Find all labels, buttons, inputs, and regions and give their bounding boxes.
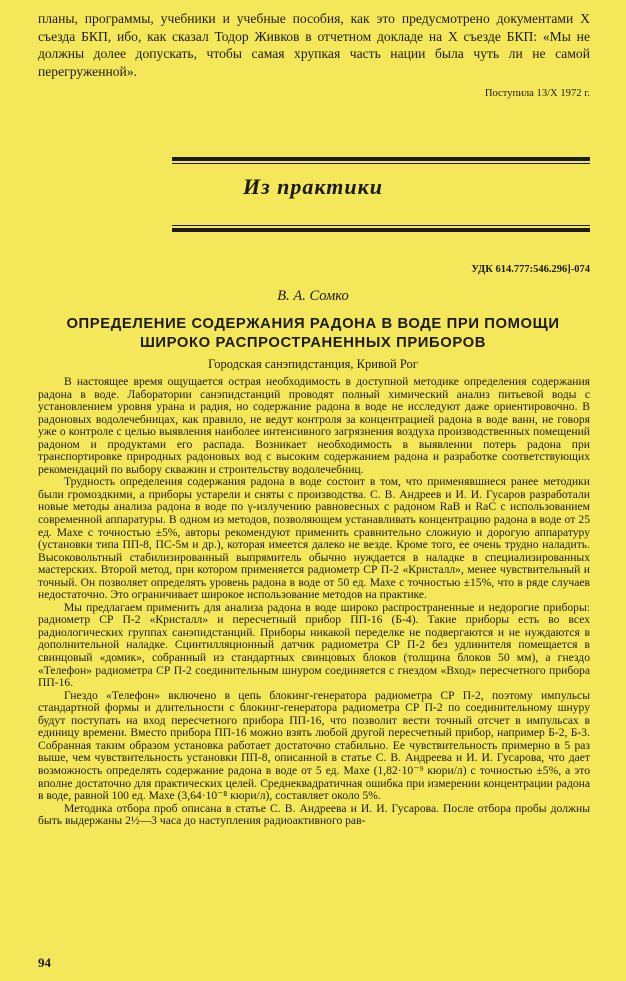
- article-body: [38, 376, 590, 828]
- intro-paragraph: планы, программы, учебники и учебные пособия, как это предусмотрено документами X съезда БКП, ибо, как сказал Тодор Живков в отчетном докладе на X съезде БКП: «Мы не должны долее допускать, чтобы самая хрупкая часть нации была чуть ли не самой перегруженной».: [38, 11, 590, 79]
- article-title: ОПРЕДЕЛЕНИЕ СОДЕРЖАНИЯ РАДОНА В ВОДЕ ПРИ ПОМОЩИ ШИРОКО РАСПРОСТРАНЕННЫХ ПРИБОРОВ: [66, 316, 560, 351]
- body-paragraph: Методика отбора проб описана в статье С. В. Андреева и И. И. Гусарова. После отбора пробы должны быть выдержаны 2½—3 часа до наступления радиоактивного рав-: [38, 801, 590, 828]
- section-rule-top-thin: [172, 163, 590, 164]
- body-paragraph: Мы предлагаем применить для анализа радона в воде широко распространенные и недорогие приборы: радиометр СР П-2 «Кристалл» и пересчетный прибор ПП-16 (Б-4). Такие приборы есть во всех радиологических группах санэпидстанций. Приборы никакой переделке не подвергаются и не нуждаются в дополнительной наладке. Сцинтилляционный датчик радиометра СР П-2 без удлинителя помещается в свинцовый «домик», собранный из стандартных свинцовых блоков (толщина блоков 50 мм), а гнездо «Телефон» радиометра СР П-2 соединительным шнуром соединяется с гнездом «Вход» пересчетного прибора ПП-16.: [38, 600, 590, 690]
- page-number: 94: [38, 955, 51, 970]
- section-rule-bottom-thin: [172, 225, 590, 226]
- body-paragraph: В настоящее время ощущается острая необходимость в доступной методике определения содержания радона в воде. Лаборатории санэпидстанций проводят полный химический анализ питьевой воды с установлением уровня урана и радия, но содержание радона в воде не исследуют даже ориентировочно. В радоновых водолечебницах, как правило, не ведут контроля за концентрацией радона в воде ванн, не говоря уже о контроле с целью выявления наиболее интенсивного загрязнения воздуха производственных помещений радоном и продуктами его распада. Возникает необходимость в выявлении потерь радона при транспортировке природных радоновых вод с высоким содержанием радона и разработке соответствующих рекомендаций по выбору скважин и строительству водолечебниц.: [38, 375, 590, 476]
- body-paragraph: Гнездо «Телефон» включено в цепь блокинг-генератора радиометра СР П-2, поэтому импульсы стандартной формы и длительности с блокинг-генератора радиометра СР П-2 по соединительному шнуру будут поступать на вход пересчетного прибора ПП-16, что позволит вести точный отсчет в импульсах в единицу времени. Вместо прибора ПП-16 можно взять любой другой пересчетный прибор, например Б-2, Б-3. Собранная таким образом установка работает достаточно стабильно. Ее чувствительность примерно в 5 раз выше, чем чувствительность установки ПП-8, описанной в статье С. В. Андреева и И. И. Гусарова, что дает возможность определять содержание радона в воде от 5 ед. Махе (1,82·10⁻⁹ кюри/л) с точностью ±5%, а это вполне достаточно для практических целей. Среднеквадратичная ошибка при измерении концентрации радона в воде, равной 100 ед. Махе (3,64·10⁻⁸ кюри/л), составляет около 5%.: [38, 688, 590, 803]
- article-affiliation: Городская санэпидстанция, Кривой Рог: [208, 357, 418, 371]
- body-paragraph: Трудность определения содержания радона в воде состоит в том, что применявшиеся ранее методики были громоздкими, а приборы устарели и сняты с производства. С. В. Андреев и И. И. Гусаров разработали новые методы анализа радона в воде по γ-излучению равновесных с радоном RaB и RaC с использованием современной аппаратуры. В одном из методов, позволяющем устанавливать концентрацию радона в воде от 25 ед. Махе с точностью ±5%, авторы рекомендуют применить сравнительно сложную и дорогую аппаратуру (установки типа ПП-8, ПС-5м и др.), которая имеется далеко не везде. Кроме того, ее очень трудно наладить. Высоковольтный стабилизированный выпрямитель обычно нуждается в наладке в специализированных мастерских. Второй метод, при котором применяется радиометр СР П-2 «Кристалл», менее чувствительный и точный. Он позволяет определять уровень радона в воде от 50 ед. Махе с точностью ±15%, что в ряде случаев недостаточно. Это ограничивает широкое использование методов на практике.: [38, 475, 590, 602]
- article-author: В. А. Сомко: [277, 288, 349, 304]
- udk-code: УДК 614.777:546.296]-074: [471, 264, 590, 275]
- section-title: Из практики: [242, 174, 384, 199]
- received-date-note: Поступила 13/X 1972 г.: [484, 88, 590, 99]
- section-rule-top-thick: [172, 157, 590, 161]
- section-rule-bottom-thick: [172, 228, 590, 232]
